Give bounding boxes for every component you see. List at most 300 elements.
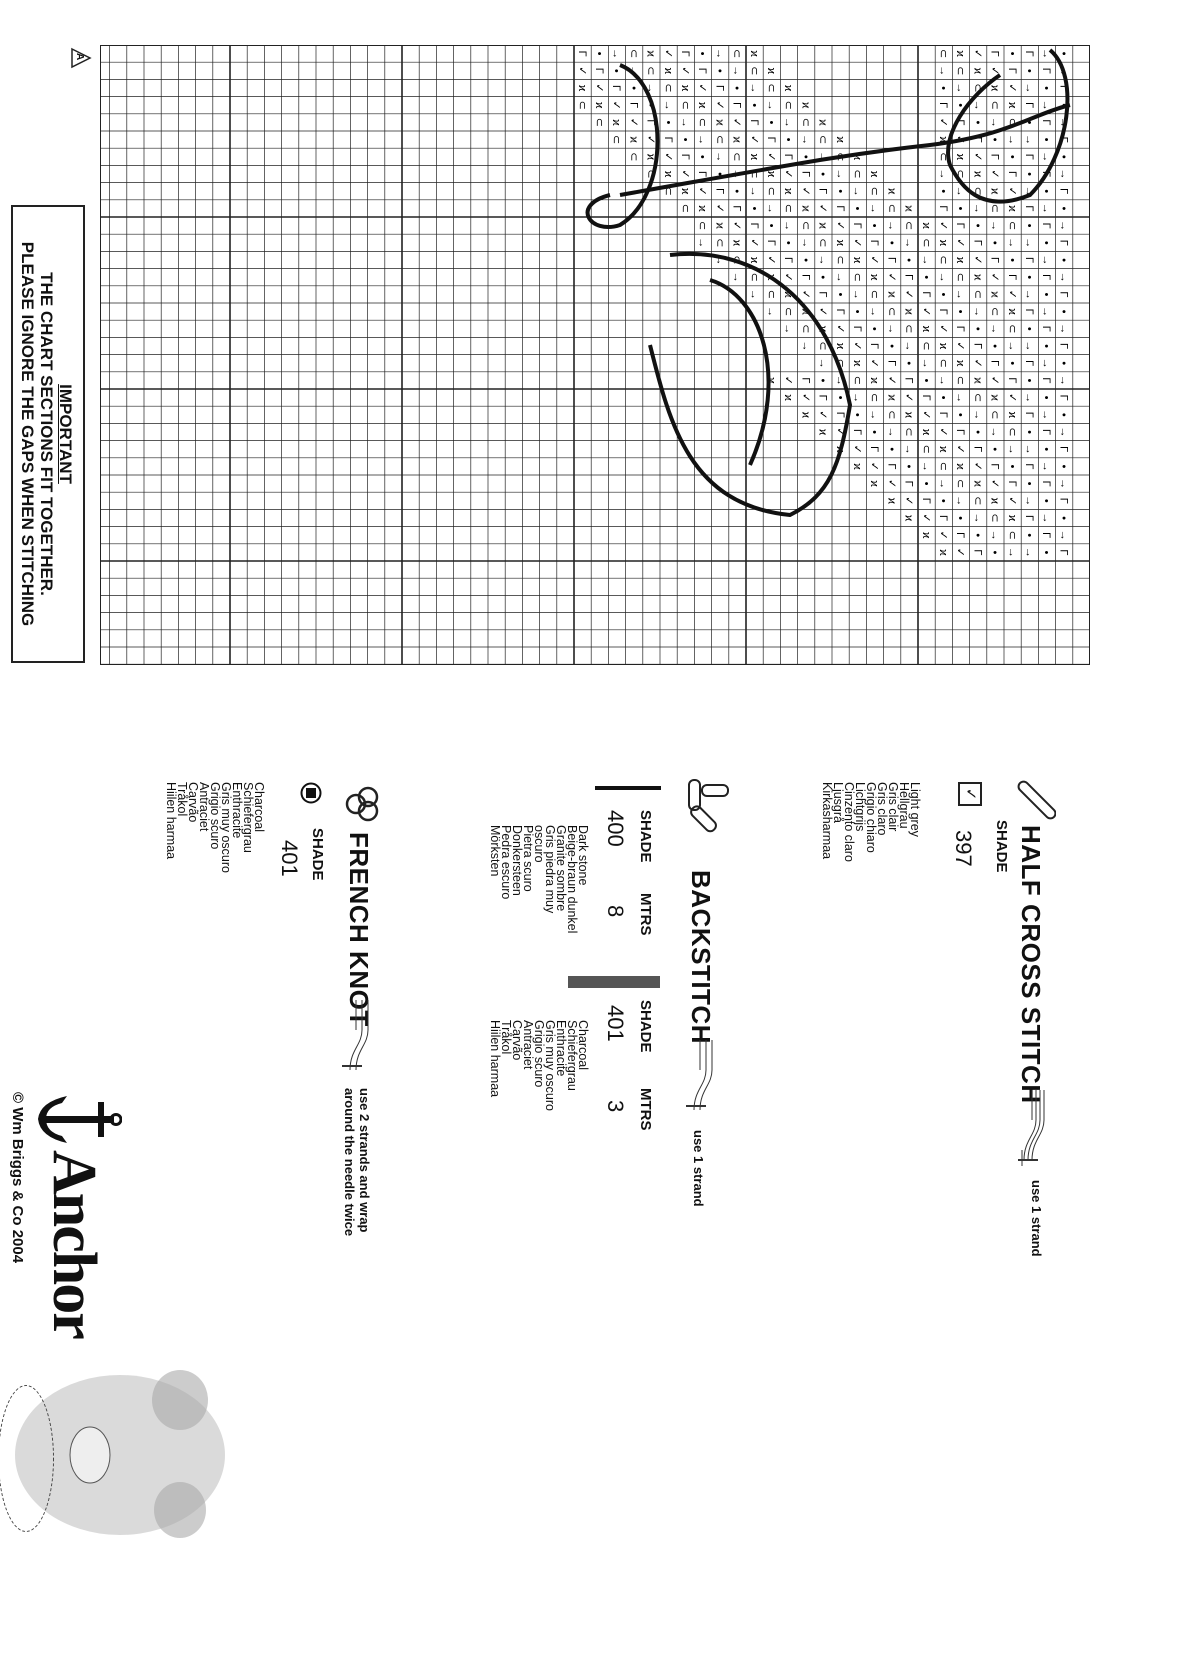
color-name: Antraciet (521, 1020, 535, 1070)
stitch-symbol: Γ (593, 67, 606, 74)
stitch-symbol: ϰ (954, 50, 967, 57)
stitch-symbol: ✓ (644, 134, 657, 145)
stitch-symbol: • (713, 172, 726, 176)
stitch-symbol: ⊂ (902, 324, 915, 334)
stitch-symbol: Γ (988, 153, 1001, 160)
stitch-symbol: ✓ (868, 358, 881, 368)
stitch-symbol: → (696, 237, 709, 249)
stitch-symbol: Γ (971, 446, 984, 453)
stitch-symbol: → (971, 306, 984, 318)
color-name: Ljusgrå (831, 782, 845, 823)
stitch-symbol: Γ (1057, 84, 1070, 92)
stitch-symbol: • (937, 395, 950, 400)
stitch-symbol: Γ (833, 308, 846, 315)
stitch-symbol: ⊂ (696, 220, 709, 231)
stitch-symbol: • (1040, 86, 1053, 90)
stitch-symbol: • (1057, 412, 1070, 417)
stitch-symbol: → (937, 374, 950, 386)
stitch-symbol: ⊂ (1005, 117, 1018, 128)
color-name: Hiilen harmaa (164, 782, 178, 860)
stitch-symbol: ϰ (868, 377, 881, 384)
stitch-symbol: • (1023, 172, 1036, 176)
important-line-2: PLEASE IGNORE THE GAPS WHEN STITCHING (18, 241, 37, 627)
stitch-symbol: • (937, 292, 950, 297)
stitch-symbol: • (1023, 326, 1036, 331)
stitch-symbol: Γ (1023, 102, 1036, 109)
stitch-symbol: Γ (919, 291, 932, 298)
stitch-symbol: Γ (1023, 153, 1036, 160)
stitch-symbol: Γ (954, 222, 967, 229)
stitch-symbol: • (765, 223, 778, 228)
stitch-symbol: ⊂ (937, 48, 950, 59)
stitch-symbol: Γ (937, 308, 950, 315)
stitch-symbol: → (816, 151, 829, 163)
stitch-symbol: ϰ (851, 463, 864, 470)
stitch-symbol: ⊂ (1005, 220, 1018, 231)
stitch-symbol: → (868, 306, 881, 318)
stitch-symbol: ϰ (954, 256, 967, 264)
stitch-symbol: Γ (1040, 325, 1053, 332)
stitch-symbol: ϰ (816, 119, 829, 126)
stitch-symbol: Γ (1040, 222, 1053, 229)
stitch-symbol: ✓ (679, 66, 692, 76)
stitch-symbol: → (954, 392, 967, 404)
stitch-symbol: • (954, 516, 967, 520)
stitch-symbol: • (851, 412, 864, 417)
stitch-symbol: ⊂ (593, 117, 606, 128)
stitch-symbol: ⊂ (610, 134, 623, 145)
stitch-symbol: • (644, 103, 657, 108)
stitch-symbol: Γ (627, 102, 640, 109)
stitch-symbol: ✓ (971, 358, 984, 368)
stitch-symbol: → (937, 65, 950, 77)
stitch-symbol: ✓ (713, 100, 726, 110)
stitch-symbol: ✓ (799, 392, 812, 403)
stitch-symbol: → (799, 237, 812, 249)
stitch-symbol: → (833, 271, 846, 283)
stitch-symbol: Γ (1023, 463, 1036, 470)
stitch-symbol: ✓ (919, 513, 932, 523)
stitch-symbol: • (988, 137, 1001, 142)
stitch-symbol: Γ (1023, 360, 1036, 367)
stitch-symbol: ⊂ (851, 375, 864, 386)
stitch-symbol: → (919, 254, 932, 266)
stitch-symbol: ⊂ (954, 169, 967, 179)
color-name: Hellgrau (897, 782, 911, 829)
stitch-symbol: • (1040, 447, 1053, 452)
stitch-symbol: Γ (1023, 514, 1036, 522)
stitch-symbol: ✓ (971, 48, 984, 59)
stitch-symbol: ϰ (730, 239, 743, 247)
stitch-symbol: ⊂ (747, 169, 760, 179)
stitch-symbol: • (988, 344, 1001, 348)
shade-number: 401 (603, 1005, 628, 1042)
stitch-symbol: ϰ (765, 67, 778, 75)
stitch-symbol: → (937, 168, 950, 180)
stitch-symbol: Γ (868, 446, 881, 453)
stitch-symbol: → (851, 185, 864, 197)
stitch-symbol: Γ (610, 84, 623, 92)
stitch-symbol: ϰ (988, 84, 1001, 92)
stitch-symbol: ϰ (919, 222, 932, 229)
stitch-symbol: → (1057, 116, 1070, 128)
stitch-symbol: • (816, 275, 829, 280)
stitch-symbol: • (1005, 258, 1018, 262)
stitch-symbol: ✓ (747, 238, 760, 248)
stitch-symbol: → (1023, 546, 1036, 558)
stitch-symbol: → (730, 271, 743, 283)
french-knot-instruction (342, 1088, 372, 1236)
stitch-symbol: ϰ (593, 101, 606, 109)
shade-header: SHADE (637, 1000, 654, 1053)
stitch-symbol: → (1040, 512, 1053, 524)
stitch-symbol: Γ (868, 342, 881, 350)
stitch-symbol: • (954, 103, 967, 108)
stitch-symbol: • (833, 189, 846, 194)
color-name: Hiilen harmaa (488, 1020, 502, 1098)
stitch-symbol: → (799, 134, 812, 146)
stitch-symbol: ⊂ (868, 392, 881, 403)
stitch-symbol: → (937, 271, 950, 283)
stitch-symbol: Γ (713, 188, 726, 195)
stitch-symbol: ✓ (593, 83, 606, 93)
stitch-symbol: ϰ (885, 394, 898, 401)
stitch-symbol: → (765, 202, 778, 214)
color-name: Charcoal (252, 782, 266, 833)
stitch-symbol: Γ (902, 480, 915, 487)
stitch-symbol: • (1023, 378, 1036, 383)
stitch-symbol: Γ (713, 84, 726, 92)
stitch-symbol: ✓ (902, 496, 915, 506)
stitch-symbol: ⊂ (971, 392, 984, 403)
stitch-symbol: ⊂ (713, 238, 726, 248)
stitch-symbol: ϰ (782, 187, 795, 195)
stitch-symbol: ✓ (1005, 186, 1018, 196)
stitch-symbol: → (902, 340, 915, 352)
stitch-symbol: ⊂ (713, 134, 726, 145)
stitch-symbol: → (816, 254, 829, 266)
stitch-symbol: Γ (679, 50, 692, 57)
stitch-symbol: ✓ (919, 306, 932, 317)
stitch-symbol: ✓ (661, 48, 674, 59)
color-name: Grigio scuro (532, 1020, 546, 1088)
stitch-symbol: Γ (1005, 274, 1018, 281)
stitch-symbol: → (1040, 357, 1053, 369)
color-name: Beige-braun dunkel (565, 825, 579, 934)
stitch-symbol: • (1057, 516, 1070, 520)
stitch-symbol: ϰ (696, 205, 709, 212)
stitch-symbol: • (816, 172, 829, 176)
stitch-symbol: • (765, 120, 778, 125)
stitch-symbol: ϰ (816, 428, 829, 436)
stitch-symbol: ϰ (971, 377, 984, 384)
stitch-symbol: Γ (1057, 188, 1070, 195)
stitch-symbol: • (971, 533, 984, 538)
stitch-symbol: ⊂ (816, 341, 829, 351)
stitch-symbol: ϰ (782, 394, 795, 401)
stitch-symbol: ✓ (937, 324, 950, 334)
stitch-symbol: → (765, 306, 778, 318)
stitch-symbol: Γ (988, 463, 1001, 470)
stitch-symbol: • (1040, 395, 1053, 400)
stitch-symbol: ⊂ (937, 358, 950, 368)
color-name: Schiefergrau (565, 1020, 579, 1091)
stitch-symbol: → (747, 82, 760, 94)
copyright: © Wm Briggs & Co 2004 (9, 1092, 26, 1264)
stitch-symbol: → (1023, 288, 1036, 300)
stitch-symbol: Γ (902, 377, 915, 384)
color-name: Dark stone (576, 825, 590, 886)
stitch-symbol: ✓ (937, 530, 950, 540)
stitch-symbol: Γ (782, 153, 795, 160)
stitch-symbol: → (1023, 392, 1036, 404)
stitch-symbol: ✓ (988, 375, 1001, 386)
stitch-symbol: ⊂ (868, 289, 881, 300)
stitch-symbol: • (610, 68, 623, 73)
stitch-symbol: Γ (919, 497, 932, 504)
stitch-symbol: • (1023, 430, 1036, 434)
color-name: Cinzento claro (842, 782, 856, 862)
stitch-symbol: • (713, 68, 726, 73)
stitch-symbol: ⊂ (937, 152, 950, 162)
stitch-symbol: ⊂ (661, 83, 674, 93)
stitch-symbol: Γ (1023, 256, 1036, 264)
stitch-symbol: → (833, 168, 846, 180)
stitch-symbol: ϰ (954, 359, 967, 367)
stitch-symbol: ✓ (954, 444, 967, 454)
important-notice (11, 205, 85, 663)
stitch-symbol: ⊂ (954, 478, 967, 489)
stitch-symbol: ϰ (575, 84, 588, 92)
stitch-symbol: ✓ (816, 410, 829, 420)
stitch-symbol: Γ (1057, 497, 1070, 504)
stitch-symbol: • (954, 206, 967, 211)
stitch-symbol: → (954, 495, 967, 507)
stitch-symbol: ⊂ (902, 220, 915, 231)
stitch-symbol: ✓ (679, 169, 692, 179)
shade-number: 401 (277, 840, 302, 877)
stitch-symbol: → (644, 82, 657, 94)
stitch-symbol: • (730, 189, 743, 194)
stitch-symbol: → (954, 82, 967, 94)
stitch-symbol: ⊂ (971, 186, 984, 196)
stitch-symbol: ⊂ (799, 117, 812, 128)
stitch-symbol: Γ (1005, 480, 1018, 487)
stitch-symbol: ⊂ (799, 220, 812, 231)
stitch-symbol: • (799, 258, 812, 262)
stitch-symbol: Γ (954, 325, 967, 332)
stitch-symbol: Γ (937, 205, 950, 212)
stitch-symbol: • (902, 258, 915, 262)
stitch-symbol: • (1040, 240, 1053, 245)
stitch-symbol: Γ (765, 136, 778, 143)
stitch-symbol: ⊂ (730, 48, 743, 59)
stitch-symbol: • (919, 275, 932, 280)
stitch-symbol: ϰ (627, 136, 640, 143)
stitch-symbol: ϰ (747, 256, 760, 264)
stitch-symbol: • (971, 120, 984, 125)
stitch-symbol: ϰ (919, 325, 932, 333)
stitch-symbol: • (885, 344, 898, 348)
stitch-symbol: → (1040, 48, 1053, 60)
stitch-symbol: ϰ (937, 445, 950, 453)
stitch-symbol: ✓ (661, 152, 674, 162)
stitch-symbol: → (1005, 237, 1018, 249)
stitch-symbol: ⊂ (954, 375, 967, 386)
stitch-symbol: • (1005, 361, 1018, 366)
stitch-symbol: ✓ (937, 117, 950, 128)
stitch-symbol: Γ (730, 205, 743, 212)
stitch-symbol: ϰ (747, 153, 760, 161)
stitch-symbol: ✓ (902, 392, 915, 403)
half-stitch-symbol-icon: ✓ (958, 782, 982, 806)
stitch-symbol: ⊂ (954, 272, 967, 282)
stitch-symbol: Γ (1023, 50, 1036, 57)
stitch-symbol: ⊂ (816, 134, 829, 145)
stitch-symbol: → (919, 460, 932, 472)
stitch-symbol: Γ (661, 136, 674, 143)
stitch-symbol: → (1023, 340, 1036, 352)
stitch-symbol: • (1057, 103, 1070, 108)
stitch-symbol: ϰ (954, 463, 967, 470)
stitch-symbol: ✓ (868, 255, 881, 265)
stitch-symbol: ϰ (833, 342, 846, 350)
stitch-symbol: Γ (885, 360, 898, 367)
stitch-symbol: → (1040, 409, 1053, 421)
stitch-symbol: → (1057, 374, 1070, 386)
stitch-symbol: → (1023, 82, 1036, 94)
stitch-symbol: → (1005, 546, 1018, 558)
stitch-symbol: ϰ (1005, 514, 1018, 522)
stitch-symbol: Γ (816, 291, 829, 298)
stitch-symbol: → (730, 65, 743, 77)
stitch-symbol: → (1005, 443, 1018, 455)
stitch-symbol: ✓ (730, 117, 743, 128)
stitch-symbol: ✓ (816, 306, 829, 317)
stitch-symbol: ϰ (696, 101, 709, 109)
stitch-symbol: ⊂ (644, 66, 657, 76)
stitch-symbol: • (868, 326, 881, 331)
stitch-symbol: • (885, 447, 898, 452)
stitch-symbol: • (919, 378, 932, 383)
color-name: Carvão (186, 782, 200, 823)
instruction-line: around the needle twice (342, 1088, 357, 1237)
stitch-symbol: ✓ (851, 238, 864, 248)
shade-number: 400 (603, 810, 628, 847)
color-name: Gris muy oscuro (219, 782, 233, 873)
stitch-symbol: ϰ (782, 291, 795, 298)
stitch-symbol: Γ (1057, 549, 1070, 556)
stitch-symbol: ϰ (851, 153, 864, 161)
stitch-symbol: ϰ (868, 480, 881, 487)
stitch-symbol: Γ (1057, 394, 1070, 401)
stitch-symbol: ⊂ (902, 427, 915, 437)
stitch-symbol: ✓ (988, 66, 1001, 76)
stitch-symbol: → (679, 116, 692, 128)
stitch-symbol: → (971, 512, 984, 524)
stitch-symbol: → (1023, 134, 1036, 146)
stitch-symbol: • (971, 326, 984, 331)
stitch-symbol: ϰ (679, 187, 692, 195)
stitch-symbol: Γ (954, 119, 967, 126)
stitch-symbol: ⊂ (644, 169, 657, 179)
stitch-symbol: • (971, 223, 984, 228)
stitch-symbol: ⊂ (885, 410, 898, 420)
stitch-symbol: → (713, 48, 726, 60)
stitch-symbol: ✓ (954, 134, 967, 145)
shade-number: 397 (951, 830, 976, 867)
stitch-symbol: ϰ (971, 480, 984, 487)
stitch-symbol: ϰ (851, 359, 864, 367)
stitch-symbol: → (988, 323, 1001, 335)
stitch-symbol: ✓ (851, 341, 864, 351)
stitch-symbol: ⊂ (937, 255, 950, 265)
color-name: Pietra scuro (521, 825, 535, 892)
stitch-symbol: ⊂ (919, 444, 932, 454)
stitch-symbol: → (1057, 220, 1070, 232)
stitch-symbol: ϰ (919, 531, 932, 539)
stitch-symbol: Γ (1040, 377, 1053, 384)
stitch-symbol: ✓ (782, 375, 795, 386)
stitch-symbol: ⊂ (782, 100, 795, 110)
stitch-symbol: • (988, 240, 1001, 245)
stitch-symbol: • (782, 137, 795, 142)
stitch-symbol: → (919, 357, 932, 369)
stitch-symbol: ⊂ (885, 203, 898, 214)
stitch-symbol: Γ (575, 50, 588, 57)
stitch-symbol: ϰ (765, 273, 778, 281)
stitch-symbol: • (1040, 550, 1053, 555)
stitch-symbol: ✓ (747, 134, 760, 145)
stitch-symbol: Γ (937, 514, 950, 522)
chart-section-label: A (74, 53, 85, 61)
stitch-symbol: • (730, 86, 743, 90)
stitch-symbol: ϰ (799, 308, 812, 315)
color-names-401 (489, 1020, 588, 1111)
stitch-symbol: Γ (1005, 170, 1018, 178)
stitch-symbol: Γ (1040, 119, 1053, 126)
stitch-symbol: ϰ (833, 445, 846, 453)
cross-stitch-chart (100, 45, 1090, 665)
stitch-symbol: → (885, 426, 898, 438)
stitch-symbol: ⊂ (627, 152, 640, 162)
stitch-symbol: • (919, 481, 932, 486)
stitch-symbol: Γ (1023, 205, 1036, 212)
stitch-symbol: • (1005, 51, 1018, 56)
stitch-symbol: Γ (765, 239, 778, 246)
thread-icon (1012, 1090, 1052, 1170)
stitch-symbol: → (971, 202, 984, 214)
stitch-symbol: • (1023, 481, 1036, 486)
stitch-symbol: ϰ (937, 239, 950, 247)
oval-label-frame (0, 1385, 54, 1532)
stitch-symbol: ϰ (937, 136, 950, 143)
stitch-symbol: ϰ (971, 67, 984, 75)
stitch-symbol: ⊂ (919, 341, 932, 351)
stitch-symbol: ⊂ (627, 48, 640, 59)
stitch-symbol: → (971, 409, 984, 421)
stitch-symbol: ⊂ (988, 513, 1001, 523)
stitch-symbol: Γ (954, 428, 967, 436)
stitch-symbol: ϰ (1005, 411, 1018, 419)
stitch-symbol: • (902, 361, 915, 366)
stitch-symbol: → (782, 116, 795, 128)
stitch-symbol: ✓ (954, 238, 967, 248)
mtrs-header: MTRS (637, 1088, 654, 1131)
stitch-symbol: ⊂ (575, 100, 588, 110)
stitch-symbol: Γ (885, 463, 898, 470)
stitch-symbol: Γ (851, 325, 864, 332)
